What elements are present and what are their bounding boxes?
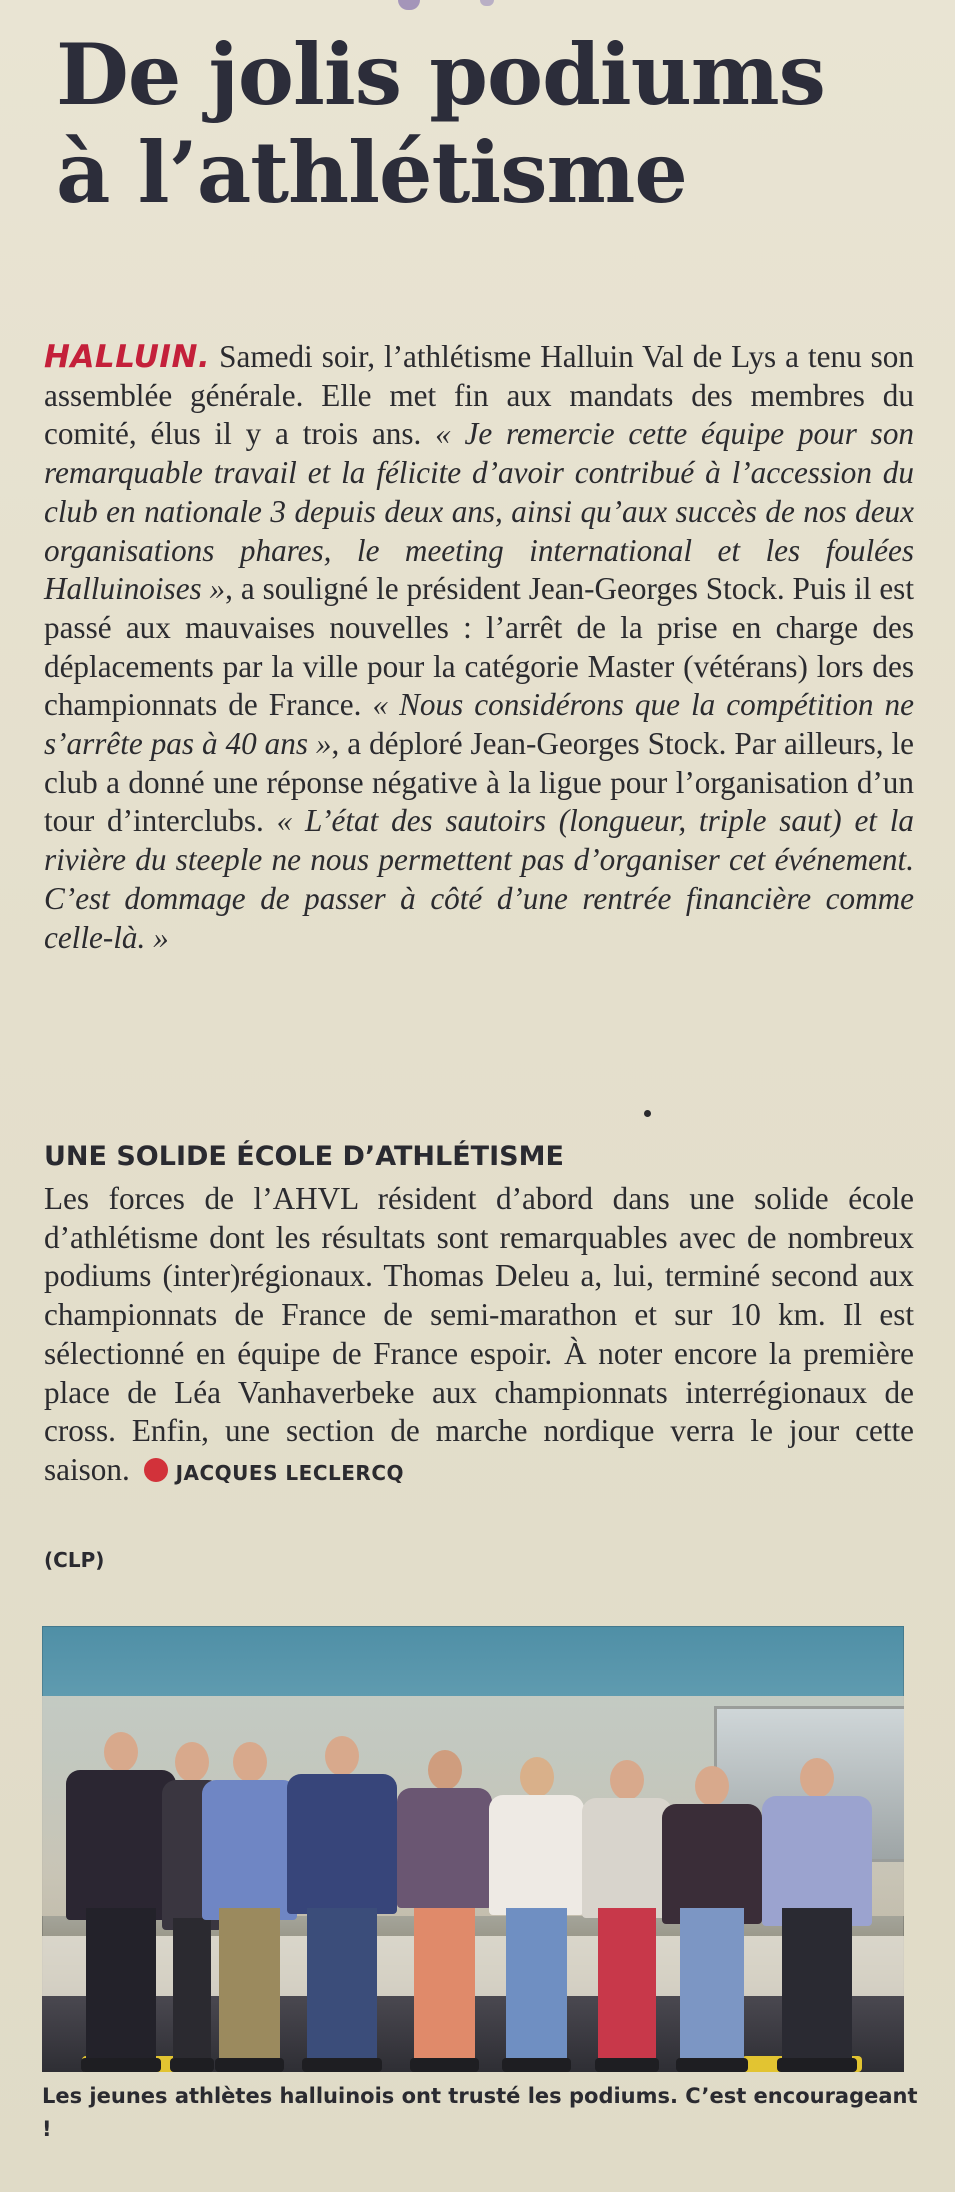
paragraph-1-text-c: , a déploré Jean-Georges Stock. Par ailleurs, le club a donné une réponse négative à la ligue pour l’organisation d’un tour d’interclubs. xyxy=(44,726,915,839)
headline-line-2: à l’athlétisme xyxy=(56,123,687,222)
photo-person xyxy=(489,1757,584,2072)
article-paragraph-2 xyxy=(44,1180,914,1493)
quote-president: « Je remercie cette équipe pour son remarquable travail et la félicite d’avoir contribué à l’accession du club en nationale 3 depuis deux ans, ainsi qu’aux succès de nos deux organisations phares, le meeting international et les foulées Halluinoises » xyxy=(44,416,915,607)
paragraph-1-text-a: Samedi soir, l’athlétisme Halluin Val de Lys a tenu son assemblée générale. Elle met fin aux mandats des membres du comité, élus il y a trois ans. xyxy=(44,339,914,452)
photo-person xyxy=(662,1766,762,2072)
article-headline xyxy=(56,26,926,222)
byline-dot-icon xyxy=(144,1458,168,1482)
article-paragraph-1 xyxy=(44,338,914,957)
photo-person xyxy=(762,1758,872,2072)
paragraph-2-text: Les forces de l’AHVL résident d’abord dans une solide école d’athlétisme dont les résultats sont remarquables avec de nombreux podiums (inter)régionaux. Thomas Deleu a, lui, terminé second aux championnats de France de semi-marathon et sur 10 km. Il est sélectionné en équipe de France espoir. À noter encore la première place de Léa Vanhaverbeke aux championnats interrégionaux de cross. Enfin, une section de marche nordique verra le jour cette saison. xyxy=(44,1181,914,1487)
byline-agency: (CLP) xyxy=(44,1548,105,1572)
byline-author: JACQUES LECLERCQ xyxy=(175,1460,405,1485)
photo-person xyxy=(66,1732,176,2072)
section-subhead: UNE SOLIDE ÉCOLE D’ATHLÉTISME xyxy=(44,1141,564,1172)
quote-sautoirs: « L’état des sautoirs (longueur, triple saut) et la rivière du steeple ne nous permettent pas d’organiser cet événement. C’est dommage de passer à côté d’une rentrée financière comme celle-là. » xyxy=(44,803,915,955)
article-photo xyxy=(42,1626,904,2072)
quote-master: « Nous considérons que la compétition ne s’arrête pas à 40 ans » xyxy=(44,687,914,762)
photo-person xyxy=(287,1736,397,2072)
dateline: HALLUIN. xyxy=(44,339,211,375)
paragraph-1-text-b: , a souligné le président Jean-Georges Stock. Puis il est passé aux mauvaises nouvelles : l’arrêt de la prise en charge des déplacements par la ville pour la catégorie Master (vétérans) lors des championnats de France. xyxy=(44,571,914,723)
photo-person xyxy=(397,1750,492,2072)
print-speck xyxy=(644,1110,651,1117)
top-ornament-secondary xyxy=(480,0,494,6)
photo-person xyxy=(582,1760,672,2072)
photo-person xyxy=(202,1742,297,2072)
headline-line-1: De jolis podiums xyxy=(56,25,825,124)
photo-caption: Les jeunes athlètes halluinois ont trusté les podiums. C’est encourageant ! xyxy=(42,2084,918,2141)
top-ornament xyxy=(398,0,420,10)
